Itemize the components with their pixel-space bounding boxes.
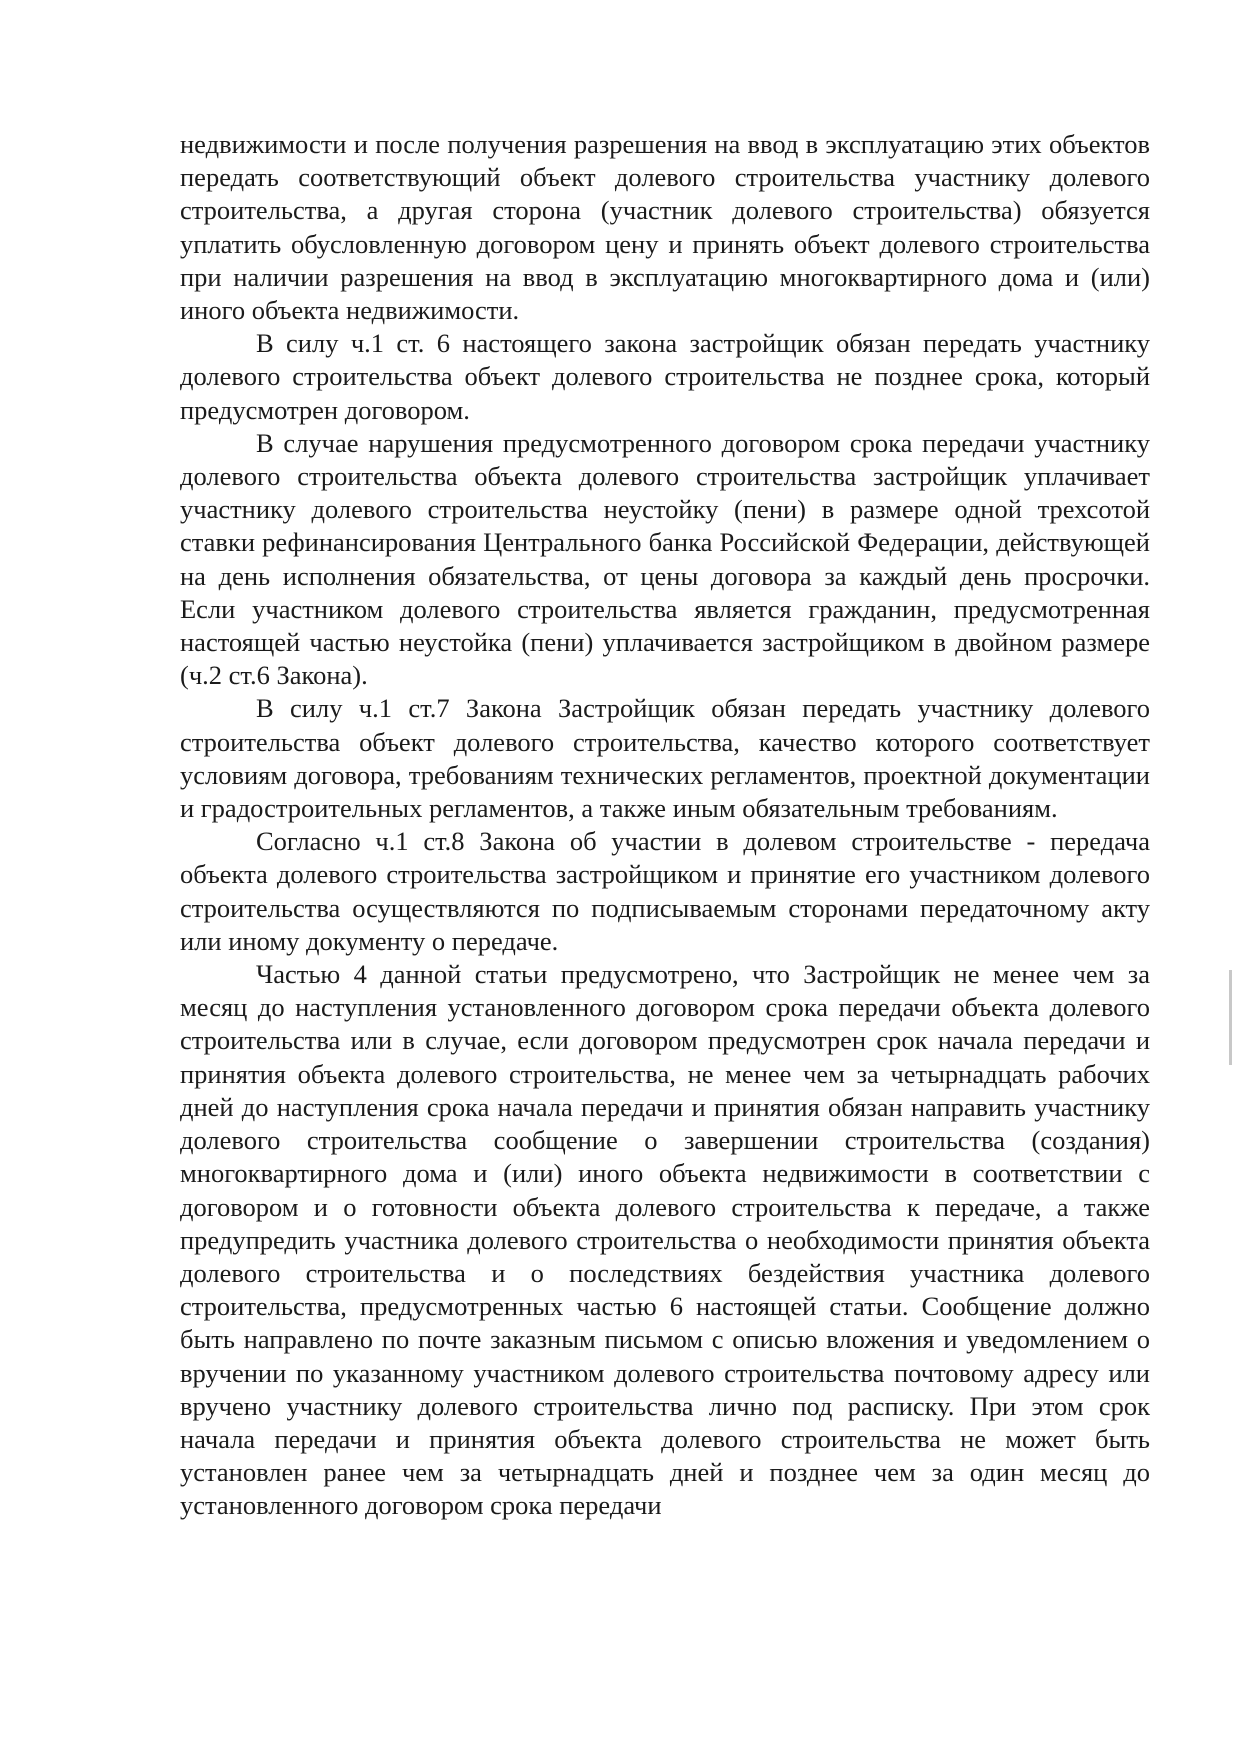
paragraph-penalty: В случае нарушения предусмотренного договором срока передачи участнику долевого строительства объекта долевого строительства застройщик уплачивает участнику долевого строительства неустойку (пени) в размере одной трехсотой ставки рефинансирования Центрального банка Российской Федерации, действующей на день исполнения обязательства, от цены договора за каждый день просрочки. Если участником долевого строительства является гражданин, предусмотренная настоящей частью неустойка (пени) уплачивается застройщиком в двойном размере (ч.2 ст.6 Закона). [180, 427, 1150, 691]
paragraph-article-7-part-1: В силу ч.1 ст.7 Закона Застройщик обязан передать участнику долевого строительства объект долевого строительства, качество которого соответствует условиям договора, требованиям технических регламентов, проектной документации и градостроительных регламентов, а также иным обязательным требованиям. [180, 693, 1150, 824]
paragraph-article-8-part-1: Согласно ч.1 ст.8 Закона об участии в долевом строительстве - передача объекта долевого строительства застройщиком и принятие его участником долевого строительства осуществляются по подписываемым сторонами передаточному акту или иному документу о передаче. [180, 826, 1150, 956]
document-body [180, 128, 1150, 1523]
scan-edge-mark [1229, 970, 1232, 1065]
paragraph-continuation: недвижимости и после получения разрешения на ввод в эксплуатацию этих объектов передать соответствующий объект долевого строительства участнику долевого строительства, а другая сторона (участник долевого строительства) обязуется уплатить обусловленную договором цену и принять объект долевого строительства при наличии разрешения на ввод в эксплуатацию многоквартирного дома и (или) иного объекта недвижимости. [180, 129, 1150, 326]
paragraph-article-6-part-1: В силу ч.1 ст. 6 настоящего закона застройщик обязан передать участнику долевого строительства объект долевого строительства не позднее срока, который предусмотрен договором. [180, 328, 1150, 425]
paragraph-article-8-part-4: Частью 4 данной статьи предусмотрено, что Застройщик не менее чем за месяц до наступления установленного договором срока передачи объекта долевого строительства или в случае, если договором предусмотрен срок начала передачи и принятия объекта долевого строительства, не менее чем за четырнадцать рабочих дней до наступления срока начала передачи и принятия обязан направить участнику долевого строительства сообщение о завершении строительства (создания) многоквартирного дома и (или) иного объекта недвижимости в соответствии с договором и о готовности объекта долевого строительства к передаче, а также предупредить участника долевого строительства о необходимости принятия объекта долевого строительства и о последствиях бездействия участника долевого строительства, предусмотренных частью 6 настоящей статьи. Сообщение должно быть направлено по почте заказным письмом с описью вложения и уведомлением о вручении по указанному участником долевого строительства почтовому адресу или вручено участнику долевого строительства лично под расписку. При этом срок начала передачи и принятия объекта долевого строительства не может быть установлен ранее чем за четырнадцать дней и позднее чем за один месяц до установленного договором срока передачи [180, 959, 1150, 1521]
